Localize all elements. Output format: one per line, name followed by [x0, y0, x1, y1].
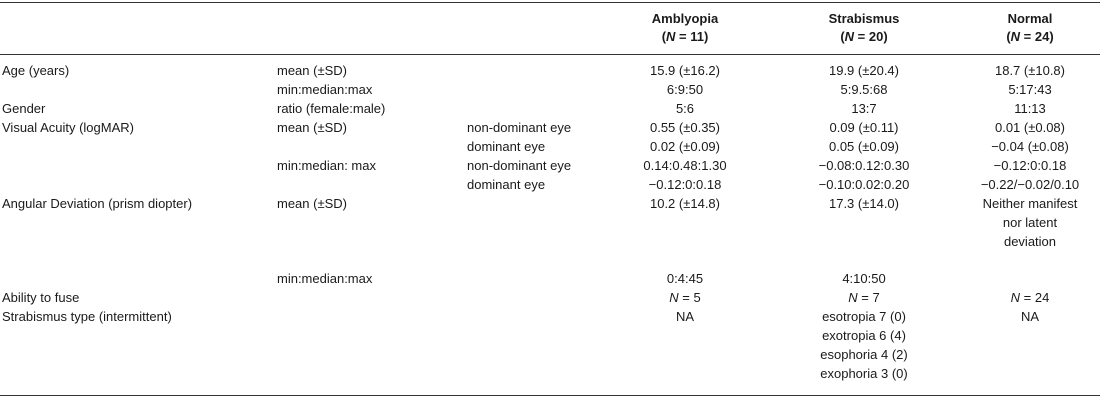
row-label: Gender: [2, 101, 46, 116]
stat-label: ratio (female:male): [277, 101, 386, 116]
n-value: = 24: [1020, 290, 1050, 305]
strabismus-cell-line: esotropia 7 (0): [822, 309, 906, 324]
n-value: = 11): [675, 29, 709, 44]
stat-label: mean (±SD): [277, 196, 347, 211]
normal-cell: [960, 194, 1100, 251]
eye-label: dominant eye: [467, 139, 546, 154]
normal-cell: 11:13: [1014, 101, 1046, 116]
strabismus-cell-line: esophoria 4 (2): [820, 347, 908, 362]
normal-cell: −0.12:0:0.18: [993, 158, 1067, 173]
amblyopia-cell: 0.14:0.48:1.30: [643, 158, 727, 173]
eye-label: non-dominant eye: [467, 120, 572, 135]
normal-cell: −0.22/−0.02/0.10: [980, 177, 1080, 192]
strabismus-cell-line: exotropia 6 (4): [822, 328, 906, 343]
row-label: Ability to fuse: [2, 290, 80, 305]
amblyopia-cell: NA: [675, 309, 695, 324]
stat-label: min:median: max: [277, 158, 376, 173]
header-strabismus-n: [774, 28, 954, 46]
normal-cell-line: Neither manifest: [982, 196, 1078, 211]
header-amblyopia-name: Amblyopia: [651, 11, 719, 26]
normal-cell: 0.01 (±0.08): [994, 120, 1065, 135]
normal-cell: 5:17:43: [1008, 82, 1052, 97]
header-strabismus: [774, 10, 954, 46]
n-value: = 24): [1020, 29, 1054, 44]
header-normal-name: Normal: [1007, 11, 1053, 26]
bottom-rule: [0, 395, 1100, 396]
open-paren: (: [661, 29, 667, 44]
normal-cell: NA: [1020, 309, 1040, 324]
normal-cell: 18.7 (±10.8): [994, 63, 1065, 78]
amblyopia-cell: 0:4:45: [666, 271, 704, 286]
stat-label: mean (±SD): [277, 63, 347, 78]
amblyopia-cell: 5:6: [675, 101, 695, 116]
strabismus-cell: 0.09 (±0.11): [829, 120, 899, 135]
stat-label: min:median:max: [277, 271, 373, 286]
n-label: N: [848, 290, 858, 305]
row-label: Age (years): [2, 63, 70, 78]
strabismus-cell: 5:9.5:68: [840, 82, 888, 97]
header-rule: [0, 54, 1100, 55]
strabismus-cell: [774, 307, 954, 383]
n-label: N: [844, 29, 855, 44]
n-label: N: [666, 29, 676, 44]
strabismus-cell-line: exophoria 3 (0): [820, 366, 908, 381]
amblyopia-cell: 6:9:50: [666, 82, 704, 97]
row-label: Strabismus type (intermittent): [2, 309, 172, 324]
stat-label: min:median:max: [277, 82, 373, 97]
row-label: Angular Deviation (prism diopter): [2, 196, 193, 211]
amblyopia-cell: 10.2 (±14.8): [649, 196, 720, 211]
n-label: N: [1010, 290, 1021, 305]
amblyopia-cell: 0.55 (±0.35): [649, 120, 720, 135]
normal-cell-line: deviation: [1003, 234, 1057, 249]
n-value: = 20): [854, 29, 888, 44]
n-value: = 7: [857, 290, 880, 305]
header-normal-n: [960, 28, 1100, 46]
open-paren: (: [1006, 29, 1011, 44]
amblyopia-cell: 15.9 (±16.2): [649, 63, 720, 78]
eye-label: dominant eye: [467, 177, 546, 192]
strabismus-cell: 19.9 (±20.4): [828, 63, 899, 78]
n-label: N: [1010, 29, 1021, 44]
strabismus-cell: 4:10:50: [842, 271, 886, 286]
stat-label: mean (±SD): [277, 120, 347, 135]
strabismus-cell: −0.08:0.12:0.30: [818, 158, 910, 173]
open-paren: (: [840, 29, 845, 44]
normal-cell: −0.04 (±0.08): [991, 139, 1069, 154]
n-value: = 5: [678, 290, 701, 305]
strabismus-cell: 13:7: [851, 101, 877, 116]
eye-label: non-dominant eye: [467, 158, 572, 173]
strabismus-cell: −0.10:0.02:0.20: [818, 177, 910, 192]
strabismus-cell: 17.3 (±14.0): [828, 196, 899, 211]
top-rule: [0, 2, 1100, 3]
header-amblyopia: [615, 10, 755, 46]
amblyopia-cell: [615, 288, 755, 307]
header-normal: [960, 10, 1100, 46]
header-strabismus-name: Strabismus: [828, 11, 900, 26]
header-amblyopia-n: [615, 28, 755, 46]
amblyopia-cell: 0.02 (±0.09): [649, 139, 720, 154]
row-label: Visual Acuity (logMAR): [2, 120, 134, 135]
amblyopia-cell: −0.12:0:0.18: [648, 177, 722, 192]
normal-cell-line: nor latent: [1002, 215, 1058, 230]
n-label: N: [669, 290, 679, 305]
strabismus-cell: 0.05 (±0.09): [828, 139, 899, 154]
normal-cell: [960, 288, 1100, 307]
strabismus-cell: [774, 288, 954, 307]
